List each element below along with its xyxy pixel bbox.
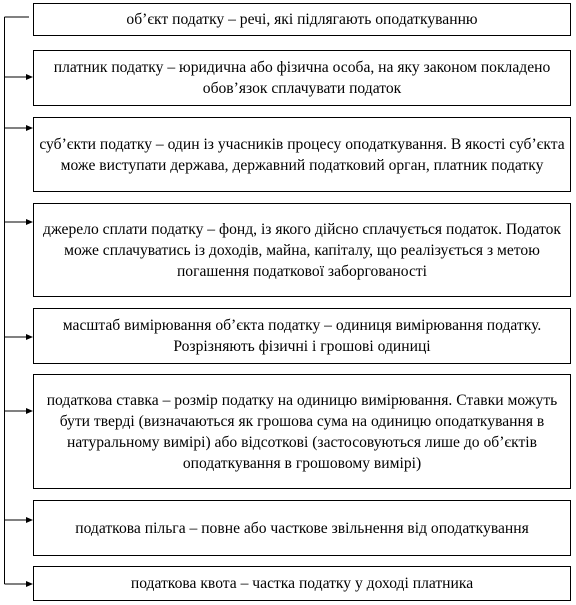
box-text: платник податку – юридична або фізична особа, на яку законом покладено обов’язок сплачувати податок xyxy=(53,59,551,97)
arrowhead xyxy=(26,581,33,587)
measurement-scale-box xyxy=(33,308,571,364)
box-text: податкова квота – частка податку у доході платника xyxy=(130,575,474,592)
arrowhead xyxy=(26,334,33,340)
tax-object-box xyxy=(33,3,571,36)
tax-subjects-box xyxy=(33,117,571,192)
arrowhead xyxy=(26,517,33,523)
arrowhead xyxy=(26,125,33,131)
tax-payment-source-box xyxy=(33,203,571,297)
box-text: джерело сплати податку – фонд, із якого дійсно сплачується податок. Податок може сплачуватись із доходів, майна, капіталу, що реалізується з метою погашення податкової заборгованості xyxy=(43,220,561,280)
arrowhead xyxy=(26,408,33,414)
tax-rate-box xyxy=(33,374,571,489)
box-text: податкова пільга – повне або часткове звільнення від оподаткування xyxy=(75,519,529,537)
box-text: суб’єкти податку – один із учасників процесу оподаткування. В якості суб’єкта може виступати держава, державний податковий орган, платник податку xyxy=(39,135,565,174)
tax-benefit-box xyxy=(33,500,571,556)
arrowhead xyxy=(26,74,33,80)
arrowhead xyxy=(26,219,33,225)
box-text: податкова ставка – розмір податку на одиницю вимірювання. Ставки можуть бути тверді (визначаються як грошова сума на одиницю оподаткування в натуральному вимірі) або відсоткові (застосовуються лише до об’єктів оподаткування в грошовому вимірі) xyxy=(46,391,558,472)
box-text: масштаб вимірювання об’єкта податку – одиниця вимірювання податку. Розрізняють фізичні і грошові одиниці xyxy=(62,317,542,355)
tax-quota-box xyxy=(33,566,571,601)
box-text: об’єкт податку – речі, які підлягають оподаткуванню xyxy=(126,11,478,28)
taxpayer-box xyxy=(33,50,571,106)
